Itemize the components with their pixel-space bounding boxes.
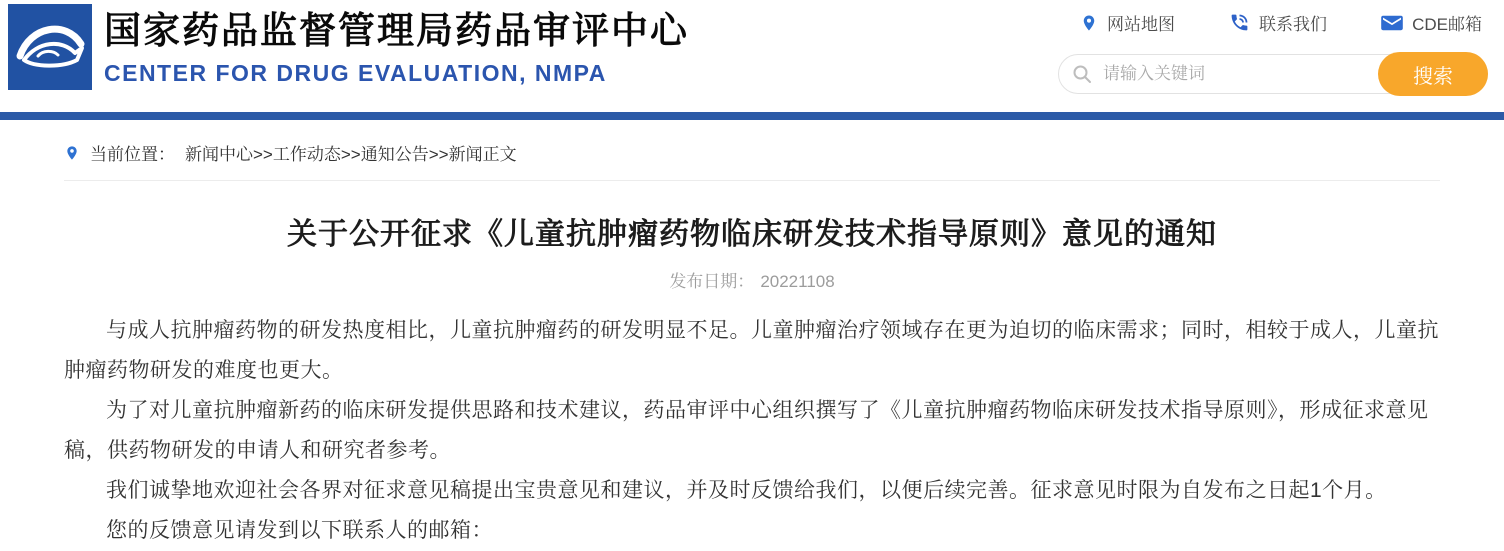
search-button[interactable]: 搜索 bbox=[1378, 52, 1488, 96]
cde-logo-icon bbox=[8, 4, 92, 90]
phone-icon bbox=[1229, 12, 1250, 33]
article-paragraph: 我们诚挚地欢迎社会各界对征求意见稿提出宝贵意见和建议，并及时反馈给我们，以便后续完善。征求意见时限为自发布之日起1个月。 bbox=[106, 479, 1387, 502]
contact-us-link[interactable] bbox=[1229, 10, 1327, 35]
site-header bbox=[0, 0, 1504, 112]
site-title-english: CENTER FOR DRUG EVALUATION, NMPA bbox=[104, 60, 607, 86]
cde-mailbox-link-label: CDE邮箱 bbox=[1412, 15, 1482, 34]
breadcrumb bbox=[64, 140, 1440, 181]
sitemap-link-label: 网站地图 bbox=[1107, 15, 1175, 34]
article-title: 关于公开征求《儿童抗肿瘤药物临床研发技术指导原则》意见的通知 bbox=[287, 218, 1217, 251]
publish-date-label: 发布日期： bbox=[669, 272, 755, 291]
breadcrumb-item-article[interactable]: 新闻正文 bbox=[448, 145, 517, 164]
article-page bbox=[0, 140, 1504, 551]
site-title-block bbox=[104, 6, 689, 87]
header-divider-bar bbox=[0, 112, 1504, 120]
breadcrumb-label: 当前位置： bbox=[90, 145, 175, 164]
sitemap-link[interactable] bbox=[1080, 10, 1175, 35]
article-paragraph: 与成人抗肿瘤药物的研发热度相比，儿童抗肿瘤药的研发明显不足。儿童肿瘤治疗领域存在更为迫切的临床需求；同时，相较于成人，儿童抗肿瘤药物研发的难度也更大。 bbox=[64, 319, 1439, 382]
quick-links bbox=[1058, 10, 1488, 35]
publish-date bbox=[64, 267, 1440, 292]
location-pin-icon bbox=[64, 143, 80, 163]
envelope-icon bbox=[1381, 14, 1403, 32]
contact-us-link-label: 联系我们 bbox=[1259, 15, 1328, 34]
breadcrumb-item-notices[interactable]: 通知公告 bbox=[360, 145, 429, 164]
location-pin-icon bbox=[1080, 12, 1098, 34]
header-right bbox=[1058, 10, 1488, 96]
breadcrumb-separator: >> bbox=[253, 145, 273, 164]
cde-mailbox-link[interactable] bbox=[1381, 10, 1482, 35]
breadcrumb-item-news-center[interactable]: 新闻中心 bbox=[185, 145, 253, 164]
search-box bbox=[1058, 52, 1488, 96]
article-paragraph: 您的反馈意见请发到以下联系人的邮箱： bbox=[106, 519, 493, 542]
breadcrumb-separator: >> bbox=[340, 145, 361, 164]
article-paragraph: 为了对儿童抗肿瘤新药的临床研发提供思路和技术建议，药品审评中心组织撰写了《儿童抗肿瘤药物临床研发技术指导原则》，形成征求意见稿，供药物研发的申请人和研究者参考。 bbox=[64, 399, 1429, 462]
breadcrumb-item-work-updates[interactable]: 工作动态 bbox=[272, 145, 341, 164]
site-title-chinese: 国家药品监督管理局药品审评中心 bbox=[104, 10, 689, 51]
publish-date-value: 20221108 bbox=[760, 272, 835, 291]
breadcrumb-trail bbox=[185, 140, 517, 165]
article-body bbox=[64, 311, 1440, 551]
breadcrumb-separator: >> bbox=[428, 145, 449, 164]
